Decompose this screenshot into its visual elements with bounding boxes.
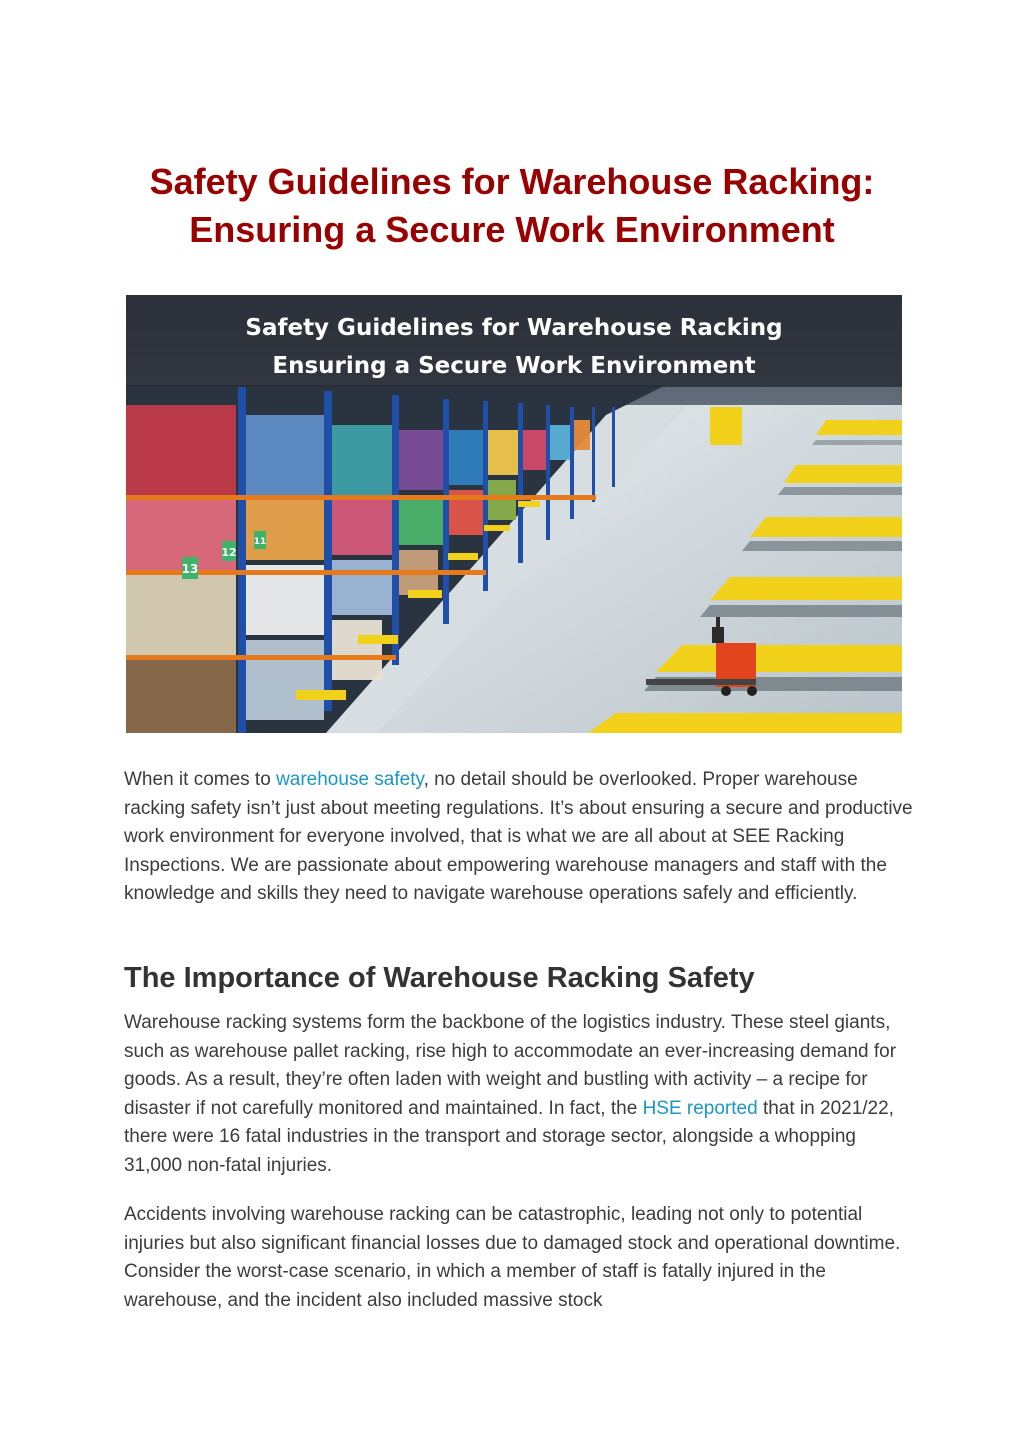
section-paragraph-1-end: that in 2021/22, there were 16 fatal industries in the transport and storage sector, alongside a whopping 31,000 non-fatal injuries.	[124, 1097, 894, 1176]
section-paragraph-2: Accidents involving warehouse racking can be catastrophic, leading not only to potential injuries but also significant financial losses due to damaged stock and operational downtime. Consider the worst-case scenario, in which a member of staff is fatally injured in the warehouse, and the incident also included massive stock	[124, 1204, 901, 1311]
page-title-line-2: Ensuring a Secure Work Environment	[189, 209, 835, 250]
rack-number-label: 13	[181, 562, 199, 576]
intro-text-end: , no detail should be overlooked. Proper warehouse racking safety isn’t just about meeting regulations. It’s about ensuring a secure and productive work environment for everyone involved, that is what we are all about at SEE Racking Inspections. We are passionate about empowering warehouse managers and staff with the knowledge and skills they need to navigate warehouse operations safely and efficiently.	[124, 769, 913, 904]
hero-title-line-1: Safety Guidelines for Warehouse Racking	[245, 315, 783, 341]
warehouse-safety-link[interactable]: warehouse safety	[276, 769, 424, 790]
rack-number-label: 12	[221, 546, 237, 559]
section-heading: The Importance of Warehouse Racking Safety	[124, 962, 755, 994]
page-title-line-1: Safety Guidelines for Warehouse Racking:	[149, 161, 875, 202]
page-title	[100, 158, 924, 254]
section-paragraph-1-start: Warehouse racking systems form the backbone of the logistics industry. These steel giants, such as warehouse pallet racking, rise high to accommodate an ever-increasing demand for goods. As a result, they’re often laden with weight and bustling with activity – a recipe for disaster if not carefully monitored and maintained. In fact, the	[124, 1012, 897, 1119]
hse-reported-link[interactable]: HSE reported	[642, 1097, 758, 1119]
hero-title	[126, 309, 902, 385]
section-paragraph-1	[124, 1009, 914, 1180]
rack-number-label: 11	[253, 537, 267, 547]
intro-text-start: When it comes to	[124, 769, 277, 790]
hero-image	[126, 295, 902, 733]
intro-paragraph	[124, 766, 914, 909]
hero-title-line-2: Ensuring a Secure Work Environment	[272, 353, 756, 379]
